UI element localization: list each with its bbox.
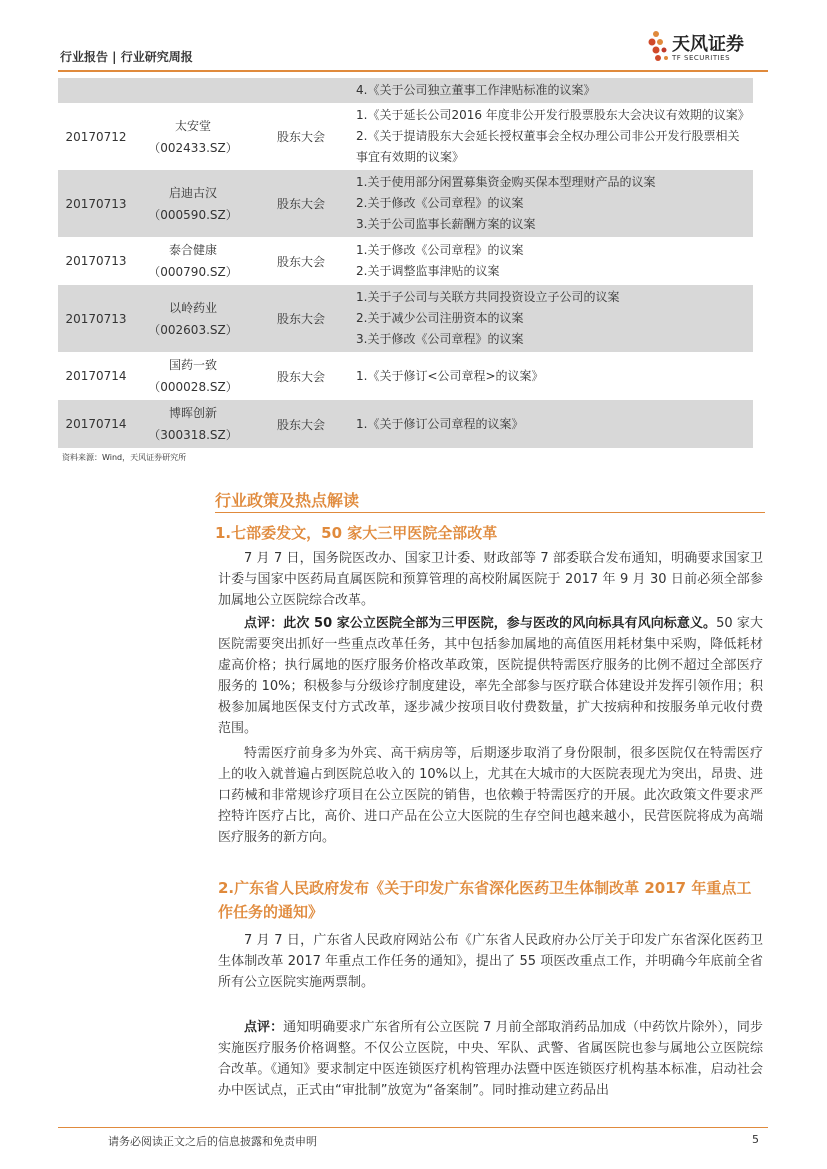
stock-code: （002603.SZ）	[148, 322, 238, 337]
items-cell	[350, 170, 753, 237]
comment-bold-2: 点评：	[244, 1020, 284, 1035]
items-cell	[350, 237, 753, 285]
table-row	[58, 103, 753, 170]
stock-code: （000790.SZ）	[148, 265, 238, 279]
company-cell	[134, 170, 252, 237]
agenda-item: 2.《关于提请股东大会延长授权董事会全权办理公司非公开发行股票相关事宜有效期的议案》	[356, 129, 740, 164]
table-row	[58, 285, 753, 352]
comment-text-2: 通知明确要求广东省所有公立医院 7 月前全部取消药品加成（中药饮片除外），同步实施医疗服务价格调整。不仅公立医院，中央、军队、武警、省属医院也参与属地公立医院综合改革。《通知》要求制定中医连锁医疗机构管理办法暨中医连锁医疗机构基本标准，启动社会办中医试点，正式由“审批制”放宽为“备案制”。同时推动建立药品出	[218, 1020, 763, 1098]
logo-subtitle: TF SECURITIES	[672, 54, 731, 62]
paragraph-2	[218, 613, 763, 739]
meeting-cell: 股东大会	[252, 285, 350, 352]
agenda-item: 1.《关于修订公司章程的议案》	[356, 416, 524, 431]
agenda-item: 3.关于修改《公司章程》的议案	[356, 332, 524, 346]
comment-bold-1: 点评：此次 50 家公立医院全部为三甲医院，参与医改的风向标具有风向标意义。	[244, 616, 717, 631]
company-name: 泰合健康	[168, 243, 217, 257]
company-name: 启迪古汉	[168, 185, 217, 200]
items-cell	[350, 78, 753, 103]
agenda-item: 2.关于修改《公司章程》的议案	[356, 196, 524, 210]
comment-text-1: 50 家大医院需要突出抓好一些重点改革任务，其中包括参加属地的高值医用耗材集中采购，降低耗材虚高价格；执行属地的医疗服务价格改革政策，医院提供特需医疗服务的比例不超过全部医疗服务的 10%；积极参与分级诊疗制度建设，率先全部参与医疗联合体建设并发挥引领作用；积极参加属地医保支付方式改革，逐步减少按项目收付费数量，扩大按病种和按服务单元收付费范围。	[218, 616, 763, 736]
company-name: 太安堂	[174, 118, 211, 133]
company-cell	[134, 400, 252, 448]
agenda-item: 1.《关于修订<公司章程>的议案》	[356, 368, 544, 383]
footer-disclaimer: 请务必阅读正文之后的信息披露和免责申明	[108, 1135, 317, 1148]
company-name: 以岭药业	[168, 300, 217, 315]
agenda-item: 3.关于公司监事长薪酬方案的议案	[356, 217, 536, 231]
items-cell	[350, 103, 753, 170]
section-divider	[215, 512, 765, 513]
agenda-item: 1.关于子公司与关联方共同投资设立子公司的议案	[356, 290, 620, 304]
heading-1: 1.七部委发文，50 家大三甲医院全部改革	[215, 524, 498, 542]
heading-2: 2.广东省人民政府发布《关于印发广东省深化医药卫生体制改革 2017 年重点工作任务的通知》	[218, 879, 752, 921]
table-row	[58, 237, 753, 285]
date-cell: 20170713	[58, 285, 134, 352]
table-row	[58, 400, 753, 448]
company-cell	[134, 237, 252, 285]
page-number: 5	[752, 1133, 759, 1146]
header-divider	[58, 70, 768, 72]
meeting-cell: 股东大会	[276, 369, 325, 384]
stock-code: （000028.SZ）	[148, 380, 238, 394]
items-cell	[350, 285, 753, 352]
items-cell	[350, 400, 753, 448]
date-cell	[58, 78, 134, 103]
report-header: 行业报告 | 行业研究周报	[60, 50, 193, 64]
logo-name: 天风证券	[672, 34, 744, 55]
company-cell	[134, 285, 252, 352]
meeting-cell: 股东大会	[252, 170, 350, 237]
agenda-item: 2.关于减少公司注册资本的议案	[356, 311, 524, 325]
paragraph-3: 特需医疗前身多为外宾、高干病房等，后期逐步取消了身份限制，很多医院仅在特需医疗上的收入就普遍占到医院总收入的 10%以上，尤其在大城市的大医院表现尤为突出，昂贵、进口药械和非常规诊疗项目在公立医院的销售，也依赖于特需医疗的开展。此次政策文件要求严控特许医疗占比，高价、进口产品在公立大医院的生存空间也越来越小，民营医院将成为高端医疗服务的新方向。	[218, 746, 763, 845]
paragraph-1: 7 月 7 日，国务院医改办、国家卫计委、财政部等 7 部委联合发布通知，明确要求国家卫计委与国家中医药局直属医院和预算管理的高校附属医院于 2017 年 9 月 30 日前必须全部参加属地公立医院综合改革。	[218, 551, 763, 608]
agenda-item: 2.关于调整监事津贴的议案	[356, 264, 500, 278]
date-cell: 20170713	[65, 254, 127, 268]
items-cell	[350, 352, 753, 400]
company-name: 博晖创新	[168, 406, 217, 420]
paragraph-5	[218, 1017, 763, 1101]
meeting-cell: 股东大会	[252, 400, 350, 448]
company-cell	[134, 103, 252, 170]
date-cell: 20170714	[58, 400, 134, 448]
date-cell: 20170714	[65, 369, 127, 383]
stock-code: （300318.SZ）	[148, 428, 238, 442]
company-name: 国药一致	[168, 358, 217, 372]
agenda-item: 1.关于使用部分闲置募集资金购买保本型理财产品的议案	[356, 175, 656, 189]
company-cell	[134, 352, 252, 400]
agenda-item: 1.关于修改《公司章程》的议案	[356, 243, 524, 257]
table-row	[58, 352, 753, 400]
meeting-table	[58, 78, 753, 448]
table-row	[58, 170, 753, 237]
stock-code: （002433.SZ）	[148, 140, 238, 155]
date-cell: 20170713	[58, 170, 134, 237]
table-row	[58, 78, 753, 103]
company-cell	[134, 78, 252, 103]
footer-divider	[58, 1127, 768, 1128]
paragraph-4: 7 月 7 日，广东省人民政府网站公布《广东省人民政府办公厅关于印发广东省深化医药卫生体制改革 2017 年重点工作任务的通知》，提出了 55 项医改重点工作，并明确今年底前全省所有公立医院实施两票制。	[218, 933, 763, 990]
meeting-cell: 股东大会	[276, 254, 325, 269]
agenda-item: 4.《关于公司独立董事工作津贴标准的议案》	[356, 83, 596, 97]
section-title: 行业政策及热点解读	[215, 491, 360, 510]
date-cell: 20170712	[65, 129, 127, 144]
table-source: 资料来源：Wind，天风证券研究所	[62, 453, 187, 462]
stock-code: （000590.SZ）	[148, 207, 238, 222]
meeting-cell	[252, 78, 350, 103]
meeting-cell: 股东大会	[276, 130, 325, 144]
agenda-item: 1.《关于延长公司2016 年度非公开发行股票股东大会决议有效期的议案》	[356, 108, 750, 122]
